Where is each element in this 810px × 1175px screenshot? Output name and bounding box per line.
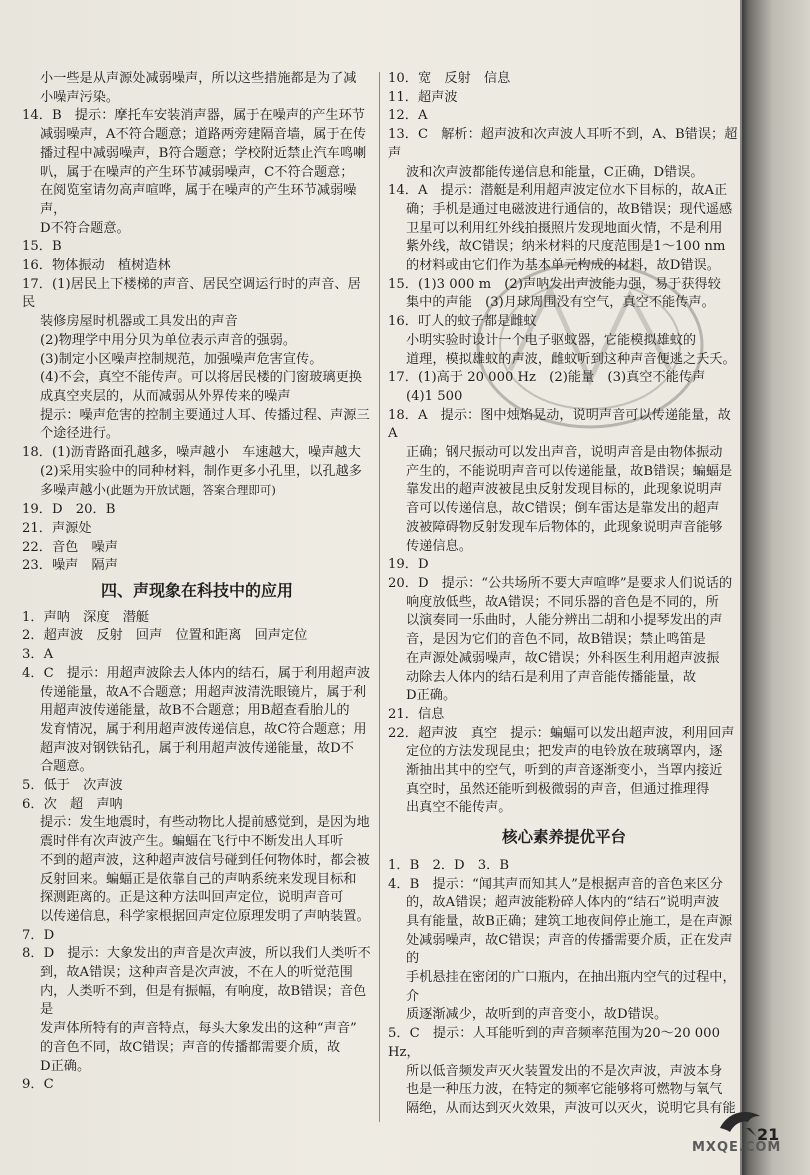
answer-line xyxy=(388,706,740,725)
answer-text: 2．超声波 反射 回声 位置和距离 回声定位 xyxy=(22,628,308,644)
answer-line xyxy=(22,796,372,815)
answer-line xyxy=(22,646,372,665)
answer-line xyxy=(22,702,372,721)
answer-line xyxy=(22,871,372,890)
answer-line xyxy=(22,276,372,313)
answer-line xyxy=(22,501,372,520)
answer-line xyxy=(388,594,740,613)
answer-text: 确；手机是通过电磁波进行通信的，故B错误；现代遥感 xyxy=(406,201,733,217)
answer-line xyxy=(22,889,372,908)
answer-text: 紫外线，故C错误；纳米材料的尺度范围是1～100 nm xyxy=(406,239,726,255)
answer-text: 道理，模拟雄蚊的声波，雌蚊听到这种声音便逃之夭夭。 xyxy=(406,351,736,367)
answer-line xyxy=(22,609,372,628)
answer-line xyxy=(388,1100,740,1119)
answer-text: 7．D xyxy=(22,927,55,943)
answer-text: 14．B 提示：摩托车安装消声器，属于在噪声的产生环节 xyxy=(22,108,365,124)
answer-text: 用超声波传递能量，故B不合题意；用B超查看胎儿的 xyxy=(40,703,350,719)
answer-text: 10．宽 反射 信息 xyxy=(388,71,511,86)
answer-line xyxy=(388,894,740,913)
answer-text: 正确；钢尺振动可以发出声音，说明声音是由物体振动 xyxy=(406,445,723,461)
answer-line xyxy=(22,313,372,332)
answer-line xyxy=(388,164,740,183)
answer-text: 小噪声污染。 xyxy=(40,89,120,105)
answer-line xyxy=(22,684,372,703)
answer-text: 装修房屋时机器或工具发出的声音 xyxy=(40,314,238,330)
answer-line xyxy=(388,89,740,108)
answer-text: 18．(1)沥青路面孔越多，噪声越小 车速越大，噪声越大 xyxy=(22,445,361,461)
answer-line xyxy=(22,444,372,463)
answer-line xyxy=(22,407,372,426)
answer-line xyxy=(388,743,740,762)
answer-line xyxy=(22,351,372,370)
answer-text: 的，故A错误；超声波能粉碎人体内的“结石”说明声波 xyxy=(406,895,720,911)
answer-line xyxy=(22,332,372,351)
answer-text: 22．音色 噪声 xyxy=(22,539,118,555)
answer-text: 15．(1)3 000 m (2)声呐发出声波能力强，易于获得较 xyxy=(388,276,721,292)
answer-text: 17．(1)高于 20 000 Hz (2)能量 (3)真空不能传声 xyxy=(388,370,706,386)
page-number: 21 xyxy=(757,1125,780,1144)
answer-text: 3．A xyxy=(22,647,54,663)
answer-line xyxy=(22,777,372,796)
answer-text: 定位的方法发现昆虫；把发声的电铃放在玻璃罩内，逐 xyxy=(406,744,723,760)
answer-text: 叭，属于在噪声的产生环节减弱噪声，C不符合题意； xyxy=(40,164,354,180)
answer-text: 内，人类听不到，但是有振幅，有响度，故B错误；音色是 xyxy=(40,983,367,1018)
answer-line xyxy=(388,762,740,781)
answer-text: (2)采用实验中的同种材料，制作更多小孔里，以孔越多 xyxy=(40,463,362,479)
answer-line xyxy=(22,1076,372,1095)
answer-line xyxy=(388,519,740,538)
answer-text: 波被障碍物反射发现车后物体的，此现象说明声音能够 xyxy=(406,519,723,535)
answer-text: 手机悬挂在密闭的广口瓶内，在抽出瓶内空气的过程中，介 xyxy=(406,970,736,1004)
answer-line xyxy=(22,220,372,239)
answer-text: 渐抽出其中的空气，听到的声音逐渐变小，当罩内接近 xyxy=(406,763,723,779)
answer-line xyxy=(22,758,372,777)
answer-text: 减弱噪声，A不符合题意；道路两旁建隔音墙，属于在传 xyxy=(40,127,367,143)
answer-text: 21．声源处 xyxy=(22,520,92,536)
answer-line xyxy=(22,721,372,740)
answer-text: 卫星可以利用红外线拍摄照片发现地面火情，不是利用 xyxy=(406,220,723,236)
answer-line xyxy=(388,631,740,650)
answer-text: 成真空夹层的，从而减弱从外界传来的噪声 xyxy=(40,388,291,404)
answer-line xyxy=(388,70,740,89)
answer-line xyxy=(22,814,372,833)
answer-line xyxy=(388,969,740,1006)
answer-line xyxy=(388,1006,740,1025)
answer-text: 17．(1)居民上下楼梯的声音、居民空调运行时的声音、居民 xyxy=(22,276,361,311)
answer-text: 处减弱噪声，故C错误；声音的传播需要介质，正在发声的 xyxy=(406,932,733,967)
answer-text: D正确。 xyxy=(406,688,457,704)
answer-line xyxy=(22,945,372,964)
answer-text: 响度放低些，故A错误；不同乐器的音色是不同的，所 xyxy=(406,594,719,610)
answer-text: (4)1 500 xyxy=(406,388,463,404)
answer-line xyxy=(22,126,372,145)
answer-text: 音，是因为它们的音色不同，故B错误；禁止鸣笛是 xyxy=(406,632,706,648)
answer-text: 12．A xyxy=(388,108,428,124)
answer-text: 发育情况，属于利用超声波传递信息，故C符合题意；用 xyxy=(40,721,367,737)
answer-text: 13．C 解析：超声波和次声波人耳听不到，A、B错误；超声 xyxy=(388,127,738,161)
answer-text: 9．C xyxy=(22,1077,54,1093)
answer-line xyxy=(388,913,740,932)
answer-text: 小一些是从声源处减弱噪声，所以这些措施都是为了减 xyxy=(40,71,357,86)
answer-line xyxy=(388,500,740,519)
answer-line xyxy=(22,463,372,482)
answer-line xyxy=(22,539,372,558)
answer-text: 传递能量，故A不合题意；用超声波清洗眼镜片，属于利 xyxy=(40,684,367,700)
answer-text: 的材料或由它们作为基本单元构成的材料，故D错误。 xyxy=(406,258,720,274)
answer-text: 14．A 提示：潜艇是利用超声波定位水下目标的，故A正 xyxy=(388,183,728,199)
answer-line xyxy=(388,182,740,201)
answer-text: 波和次声波都能传递信息和能量，C正确，D错误。 xyxy=(406,164,704,180)
answer-line xyxy=(388,932,740,969)
answer-line xyxy=(22,927,372,946)
answer-line xyxy=(22,182,372,219)
answer-line xyxy=(22,1039,372,1058)
answer-text: 震时伴有次声波产生。蝙蝠在飞行中不断发出人耳听 xyxy=(40,834,344,850)
answer-line xyxy=(22,1058,372,1077)
answer-line xyxy=(388,481,740,500)
answer-line xyxy=(388,876,740,895)
answer-text: (2)物理学中用分贝为单位表示声音的强弱。 xyxy=(40,332,297,348)
answer-line xyxy=(388,538,740,557)
answer-text: 反射回来。蝙蝠正是依靠自己的声呐系统来发现目标和 xyxy=(40,871,357,887)
answer-line xyxy=(388,575,740,594)
answer-line xyxy=(22,520,372,539)
answer-line xyxy=(388,687,740,706)
answer-text: 动除去人体内的结石是利用了声音能传播能量，故 xyxy=(406,669,697,685)
answer-text: 提示：发生地震时，有些动物比人提前感觉到，是因为地 xyxy=(40,815,370,831)
seal-stamp-graphic xyxy=(470,250,710,440)
answer-line xyxy=(22,740,372,759)
answer-line xyxy=(22,145,372,164)
answer-text: 所以低音频发声灭火装置发出的不是次声波，声波本身 xyxy=(406,1063,723,1079)
answer-line xyxy=(22,833,372,852)
answer-text: 隔绝，从而达到灭火效果，声波可以灭火，说明它具有能 xyxy=(406,1100,736,1116)
answer-text: 以传递信息，科学家根据回声定位原理发明了声呐装置。 xyxy=(40,908,370,924)
answer-text: (3)制定小区噪声控制规范，加强噪声危害宣传。 xyxy=(40,351,323,367)
answer-text: 11．超声波 xyxy=(388,89,458,105)
answer-text: 发声体所特有的声音特点，每头大象发出的这种“声音” xyxy=(40,1021,357,1037)
answer-line xyxy=(22,908,372,927)
answer-line xyxy=(388,463,740,482)
answer-text: 出真空不能传声。 xyxy=(406,800,512,816)
answer-text: 1．B 2．D 3．B xyxy=(388,857,510,873)
answer-line xyxy=(22,388,372,407)
answer-line xyxy=(22,425,372,444)
answer-text: 15．B xyxy=(22,239,62,255)
answer-text: 23．噪声 隔声 xyxy=(22,558,118,574)
answer-text: 8．D 提示：大象发出的声音是次声波，所以我们人类听不 xyxy=(22,946,371,962)
answer-text: 小明实验时设计一个电子驱蚊器，它能模拟雄蚊的 xyxy=(406,332,697,348)
answer-line xyxy=(22,107,372,126)
answer-line xyxy=(22,557,372,576)
answer-text: 音可以传递信息，故C错误；倒车雷达是靠发出的超声 xyxy=(406,501,720,517)
answer-line xyxy=(22,1020,372,1039)
answer-line xyxy=(22,665,372,684)
answer-line xyxy=(388,1081,740,1100)
answer-line xyxy=(388,781,740,800)
answer-text: 4．B 提示：“闻其声而知其人”是根据声音的音色来区分 xyxy=(388,876,723,892)
answer-line xyxy=(388,107,740,126)
answer-line xyxy=(22,481,372,501)
answer-text: 在声源处减弱噪声，故C错误；外科医生利用超声波振 xyxy=(406,650,720,666)
answer-line xyxy=(388,556,740,575)
answer-line xyxy=(388,220,740,239)
answer-text: 21．信息 xyxy=(388,706,445,722)
answer-line xyxy=(22,89,372,108)
answer-line xyxy=(22,369,372,388)
answer-note: (此题为开放试题，答案合理即可) xyxy=(105,483,276,498)
answer-text: 22．超声波 真空 提示：蝙蝠可以发出超声波，利用回声 xyxy=(388,725,735,741)
answer-text: 提示：噪声危害的控制主要通过人耳、传播过程、声源三 xyxy=(40,407,370,423)
answer-text: 20．D 提示：“公共场所不要大声喧哗”是要求人们说话的 xyxy=(388,575,733,591)
answer-line xyxy=(388,725,740,744)
answer-line xyxy=(388,857,740,876)
right-column xyxy=(388,70,740,1119)
answer-text: 真空时，虽然还能听到极微弱的声音，但通过推理得 xyxy=(406,781,710,797)
answer-line xyxy=(22,257,372,276)
answer-text: 质逐渐减少，故听到的声音变小，故D错误。 xyxy=(406,1007,668,1023)
answer-text: 5．C 提示：人耳能听到的声音频率范围为20～20 000 Hz， xyxy=(388,1026,720,1060)
answer-text: 靠发出的超声波被昆虫反射发现目标的，此现象说明声 xyxy=(406,482,723,498)
answer-text: 在阅览室请勿高声喧哗，属于在噪声的产生环节减弱噪声， xyxy=(40,183,357,217)
answer-text: 4．C 提示：用超声波除去人体内的结石，属于利用超声波 xyxy=(22,665,371,681)
answer-text: 产生的，不能说明声音可以传递能量，故B错误；蝙蝠是 xyxy=(406,463,733,479)
answer-text: 1．声呐 深度 潜艇 xyxy=(22,609,150,625)
answer-text: D正确。 xyxy=(40,1058,91,1074)
answer-text: 5．低于 次声波 xyxy=(22,778,123,794)
answer-text: 探测距离的。正是这种方法叫回声定位，说明声音可 xyxy=(40,890,344,906)
answer-line xyxy=(22,964,372,983)
answer-line xyxy=(388,1063,740,1082)
answer-text: 具有能量，故B正确；建筑工地夜间停止施工，是在声源 xyxy=(406,913,733,929)
answer-line xyxy=(388,612,740,631)
answer-line xyxy=(388,650,740,669)
answer-text: 不到的超声波，这种超声波信号碰到任何物体时，都会被 xyxy=(40,852,370,868)
answer-text: 19．D xyxy=(388,557,429,573)
column-divider xyxy=(379,72,380,1122)
answer-line xyxy=(22,70,372,89)
answer-text: (4)不会，真空不能传声。可以将居民楼的门窗玻璃更换 xyxy=(40,370,362,386)
section-heading: 四、声现象在科技中的应用 xyxy=(100,580,293,600)
answer-text: 播过程中减弱噪声，B符合题意；学校附近禁止汽车鸣喇 xyxy=(40,145,367,161)
answer-text: 16．物体振动 植树造林 xyxy=(22,258,171,274)
answer-text: 集中的声能 (3)月球周围没有空气，真空不能传声。 xyxy=(406,295,715,311)
answer-line xyxy=(22,164,372,183)
left-column xyxy=(22,70,372,1095)
answer-text: 16．叮人的蚊子都是雌蚊 xyxy=(388,314,537,330)
answer-text: 到，故A错误；这种声音是次声波，不在人的听觉范围 xyxy=(40,965,353,981)
answer-line xyxy=(388,669,740,688)
answer-text: D不符合题意。 xyxy=(40,220,130,236)
answer-text: 多噪声越小 xyxy=(40,483,106,499)
answer-line xyxy=(388,1025,740,1062)
answer-line xyxy=(388,799,740,818)
answer-text: 超声波对钢铁钻孔，属于利用超声波传递能量，故D不 xyxy=(40,740,354,756)
answer-text: 个途径进行。 xyxy=(40,426,120,442)
answer-line xyxy=(388,126,740,163)
answer-line xyxy=(22,238,372,257)
answer-text: 6．次 超 声呐 xyxy=(22,796,123,812)
answer-text: 也是一种压力波，在特定的频率它能够将可燃物与氧气 xyxy=(406,1082,723,1098)
answer-line xyxy=(22,852,372,871)
answer-text: 传递信息。 xyxy=(406,538,472,554)
answer-line xyxy=(388,444,740,463)
answer-text: 的音色不同，故C错误；声音的传播都需要介质，故 xyxy=(40,1039,341,1055)
answer-text: 以演奏同一乐曲时，人能分辨出二胡和小提琴发出的声 xyxy=(406,613,723,629)
watermark-text: MXQE.COM xyxy=(692,1140,782,1155)
page-edge-shadow xyxy=(742,0,810,1175)
section-heading: 核心素养提优平台 xyxy=(501,828,626,847)
answer-line xyxy=(22,627,372,646)
answer-line xyxy=(388,201,740,220)
answer-text: 18．A 提示：图中烛焰晃动，说明声音可以传递能量，故A xyxy=(388,407,731,442)
answer-text: 合题意。 xyxy=(40,759,93,775)
answer-text: 19．D 20．B xyxy=(22,502,116,518)
answer-line xyxy=(22,983,372,1020)
